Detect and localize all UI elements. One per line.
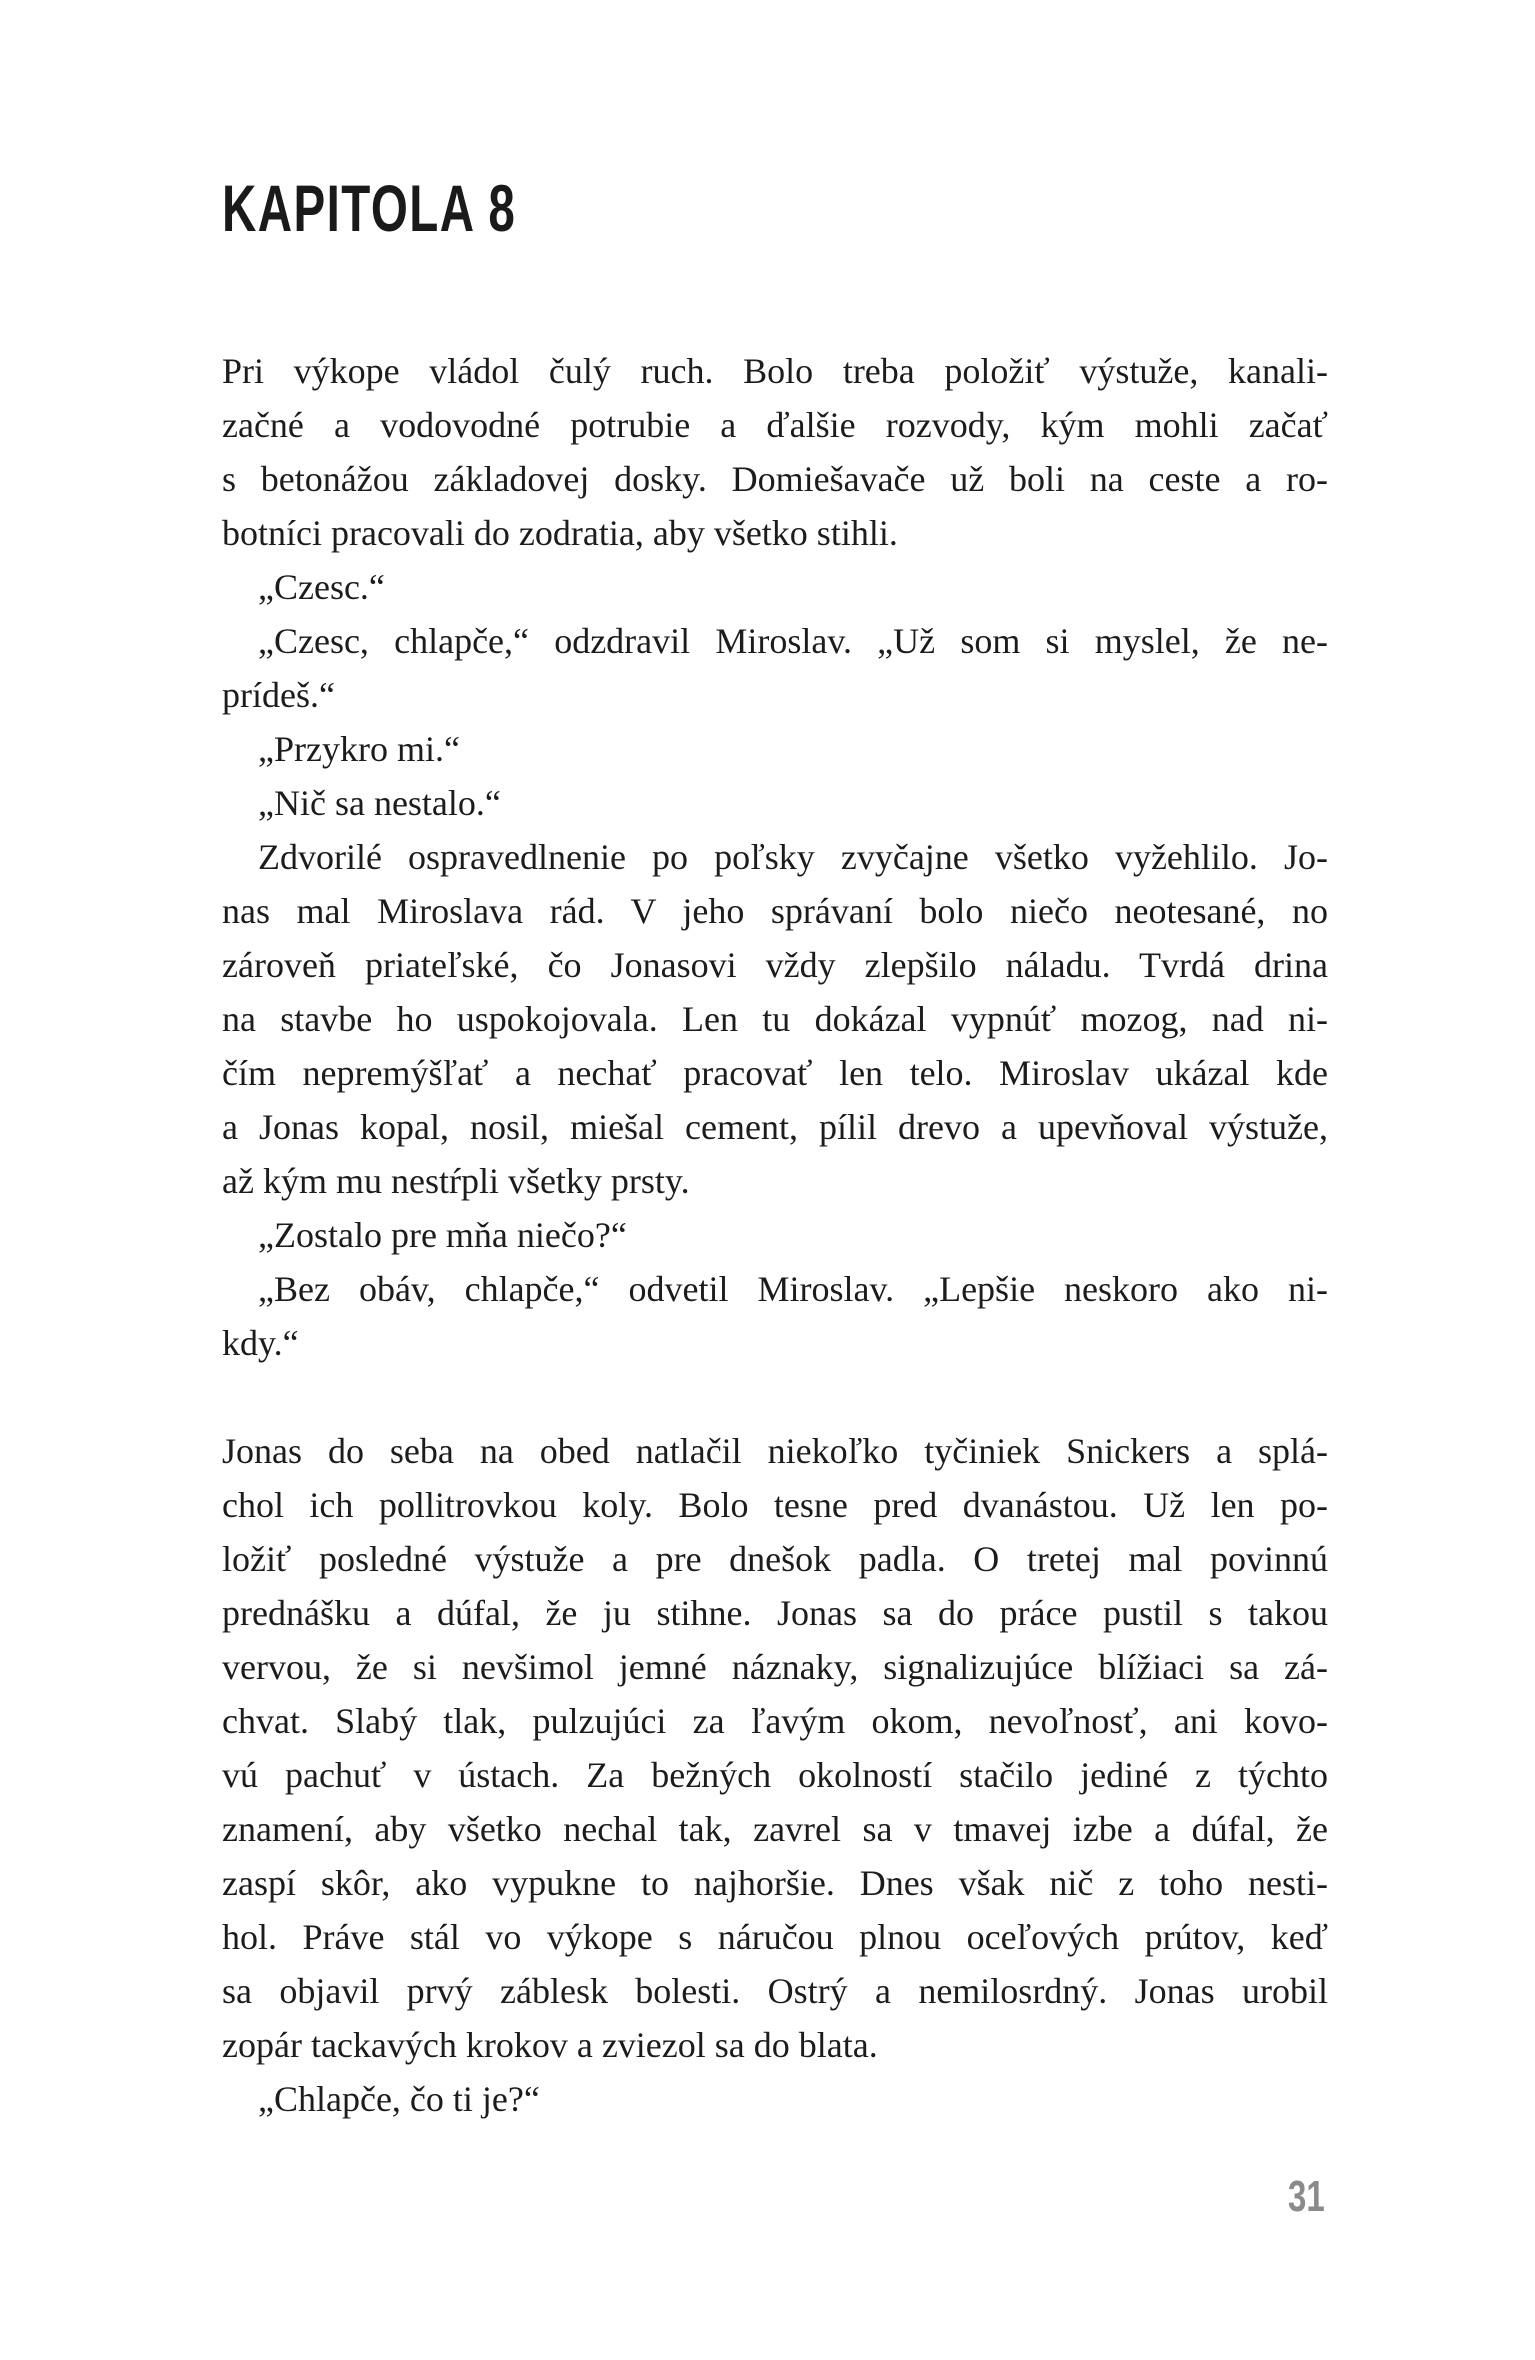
page-number: 31 bbox=[1288, 2172, 1325, 2221]
text-line: kdy.“ bbox=[222, 1323, 299, 1363]
blank-line bbox=[222, 1370, 1328, 1424]
text-line: hol. Práve stál vo výkope s náručou plnou oceľových prútov, keď bbox=[222, 1917, 1328, 1957]
text-line: „Czesc.“ bbox=[258, 567, 385, 607]
text-line: a Jonas kopal, nosil, miešal cement, pílil drevo a upevňoval výstuže, bbox=[222, 1107, 1328, 1147]
chapter-title: KAPITOLA 8 bbox=[222, 171, 517, 245]
text-line: „Czesc, chlapče,“ odzdravil Miroslav. „Už som si myslel, že ne- bbox=[258, 621, 1328, 661]
text-line: znamení, aby všetko nechal tak, zavrel sa v tmavej izbe a dúfal, že bbox=[222, 1809, 1328, 1849]
body-text bbox=[222, 344, 1328, 2126]
text-line: Jonas do seba na obed natlačil niekoľko tyčiniek Snickers a splá- bbox=[222, 1431, 1328, 1471]
text-line: sa objavil prvý záblesk bolesti. Ostrý a nemilosrdný. Jonas urobil bbox=[222, 1971, 1328, 2011]
text-line: zaspí skôr, ako vypukne to najhoršie. Dnes však nič z toho nesti- bbox=[222, 1863, 1328, 1903]
text-line: chol ich pollitrovkou koly. Bolo tesne pred dvanástou. Už len po- bbox=[222, 1485, 1328, 1525]
text-line: prednášku a dúfal, že ju stihne. Jonas sa do práce pustil s takou bbox=[222, 1593, 1328, 1633]
text-line: ložiť posledné výstuže a pre dnešok padla. O tretej mal povinnú bbox=[222, 1539, 1328, 1579]
text-line: na stavbe ho uspokojovala. Len tu dokázal vypnúť mozog, nad ni- bbox=[222, 999, 1328, 1039]
text-line: botníci pracovali do zodratia, aby všetko stihli. bbox=[222, 513, 898, 553]
text-line: nas mal Miroslava rád. V jeho správaní bolo niečo neotesané, no bbox=[222, 891, 1328, 931]
text-line: zároveň priateľské, čo Jonasovi vždy zlepšilo náladu. Tvrdá drina bbox=[222, 945, 1328, 985]
text-line: až kým mu nestŕpli všetky prsty. bbox=[222, 1161, 690, 1201]
text-line: zopár tackavých krokov a zviezol sa do blata. bbox=[222, 2025, 878, 2065]
text-line: „Bez obáv, chlapče,“ odvetil Miroslav. „Lepšie neskoro ako ni- bbox=[258, 1269, 1328, 1309]
text-line: Pri výkope vládol čulý ruch. Bolo treba položiť výstuže, kanali- bbox=[222, 351, 1328, 391]
text-line: „Nič sa nestalo.“ bbox=[258, 783, 501, 823]
text-line: „Zostalo pre mňa niečo?“ bbox=[258, 1215, 627, 1255]
text-line: prídeš.“ bbox=[222, 675, 335, 715]
text-line: vú pachuť v ústach. Za bežných okolností stačilo jediné z týchto bbox=[222, 1755, 1328, 1795]
text-line: „Chlapče, čo ti je?“ bbox=[258, 2079, 540, 2119]
text-line: chvat. Slabý tlak, pulzujúci za ľavým okom, nevoľnosť, ani kovo- bbox=[222, 1701, 1328, 1741]
text-line: s betonážou základovej dosky. Domiešavače už boli na ceste a ro- bbox=[222, 459, 1328, 499]
text-line: začné a vodovodné potrubie a ďalšie rozvody, kým mohli začať bbox=[222, 405, 1328, 445]
text-line: vervou, že si nevšimol jemné náznaky, signalizujúce blížiaci sa zá- bbox=[222, 1647, 1328, 1687]
text-line: Zdvorilé ospravedlnenie po poľsky zvyčajne všetko vyžehlilo. Jo- bbox=[258, 837, 1328, 877]
text-line: čím nepremýšľať a nechať pracovať len telo. Miroslav ukázal kde bbox=[222, 1053, 1328, 1093]
text-line: „Przykro mi.“ bbox=[258, 729, 460, 769]
